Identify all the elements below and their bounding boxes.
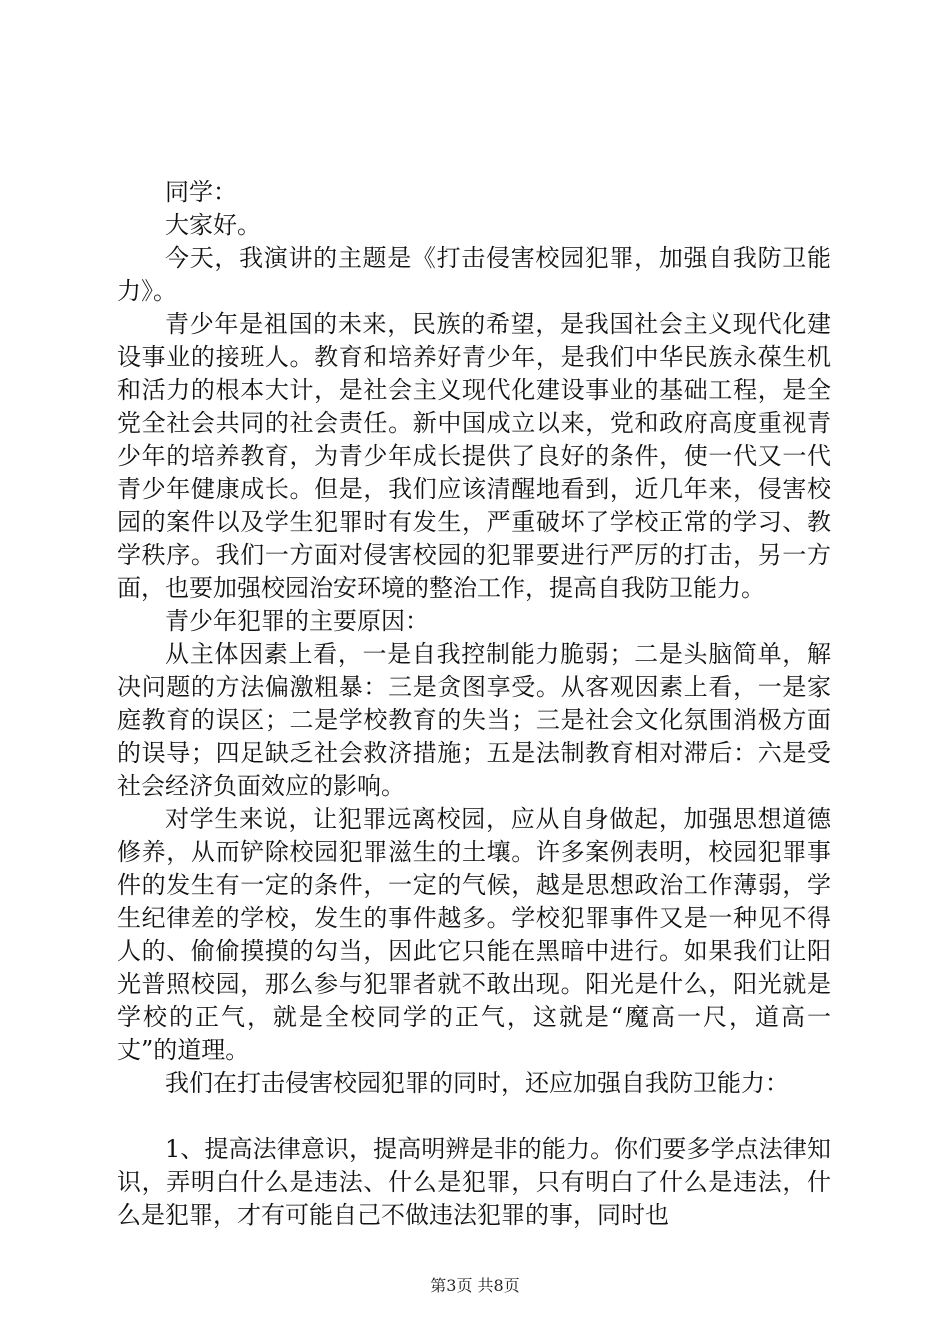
body-paragraph: 对学生来说，让犯罪远离校园，应从自身做起，加强思想道德修养，从而铲除校园犯罪滋生的土壤。许多案例表明，校园犯罪事件的发生有一定的条件，一定的气候，越是思想政治工作薄弱，学生纪律差的学校，发生的事件越多。学校犯罪事件又是一种见不得人的、偷偷摸摸的勾当，因此它只能在黑暗中进行。如果我们让阳光普照校园，那么参与犯罪者就不敢出现。阳光是什么，阳光就是学校的正气，就是全校同学的正气，这就是“魔高一尺，道高一丈”的道理。 (117, 805, 831, 1064)
body-paragraph: 我们在打击侵害校园犯罪的同时，还应加强自我防卫能力： (165, 1069, 789, 1097)
body-paragraph: 青少年是祖国的未来，民族的希望，是我国社会主义现代化建设事业的接班人。教育和培养好青少年，是我们中华民族永葆生机和活力的根本大计，是社会主义现代化建设事业的基础工程，是全党全社会共同的社会责任。新中国成立以来，党和政府高度重视青少年的培养教育，为青少年成长提供了良好的条件，使一代又一代青少年健康成长。但是，我们应该清醒地看到，近几年来，侵害校园的案件以及学生犯罪时有发生，严重破坏了学校正常的学习、教学秩序。我们一方面对侵害校园的犯罪要进行严厉的打击，另一方面，也要加强校园治安环境的整治工作，提高自我防卫能力。 (117, 310, 831, 602)
numbered-paragraph: 1、提高法律意识，提高明辨是非的能力。你们要多学点法律知识，弄明白什么是违法、什么是犯罪，只有明白了什么是违法，什么是犯罪，才有可能自己不做违法犯罪的事，同时也 (117, 1135, 831, 1229)
page-footer: 第3页 共8页 (430, 1276, 520, 1295)
document-body (117, 176, 831, 1232)
body-paragraph: 从主体因素上看，一是自我控制能力脆弱；二是头脑简单，解决问题的方法偏激粗暴：三是贪图享受。从客观因素上看，一是家庭教育的误区；二是学校教育的失当；三是社会文化氛围消极方面的误导；四足缺乏社会救济措施；五是法制教育相对滞后：六是受社会经济负面效应的影响。 (117, 640, 831, 800)
section-heading-paragraph: 青少年犯罪的主要原因： (165, 607, 429, 635)
topic-paragraph: 今天，我演讲的主题是《打击侵害校园犯罪，加强自我防卫能力》。 (117, 244, 831, 305)
salutation-paragraph: 同学： (165, 178, 237, 206)
greeting-paragraph: 大家好。 (165, 211, 261, 239)
